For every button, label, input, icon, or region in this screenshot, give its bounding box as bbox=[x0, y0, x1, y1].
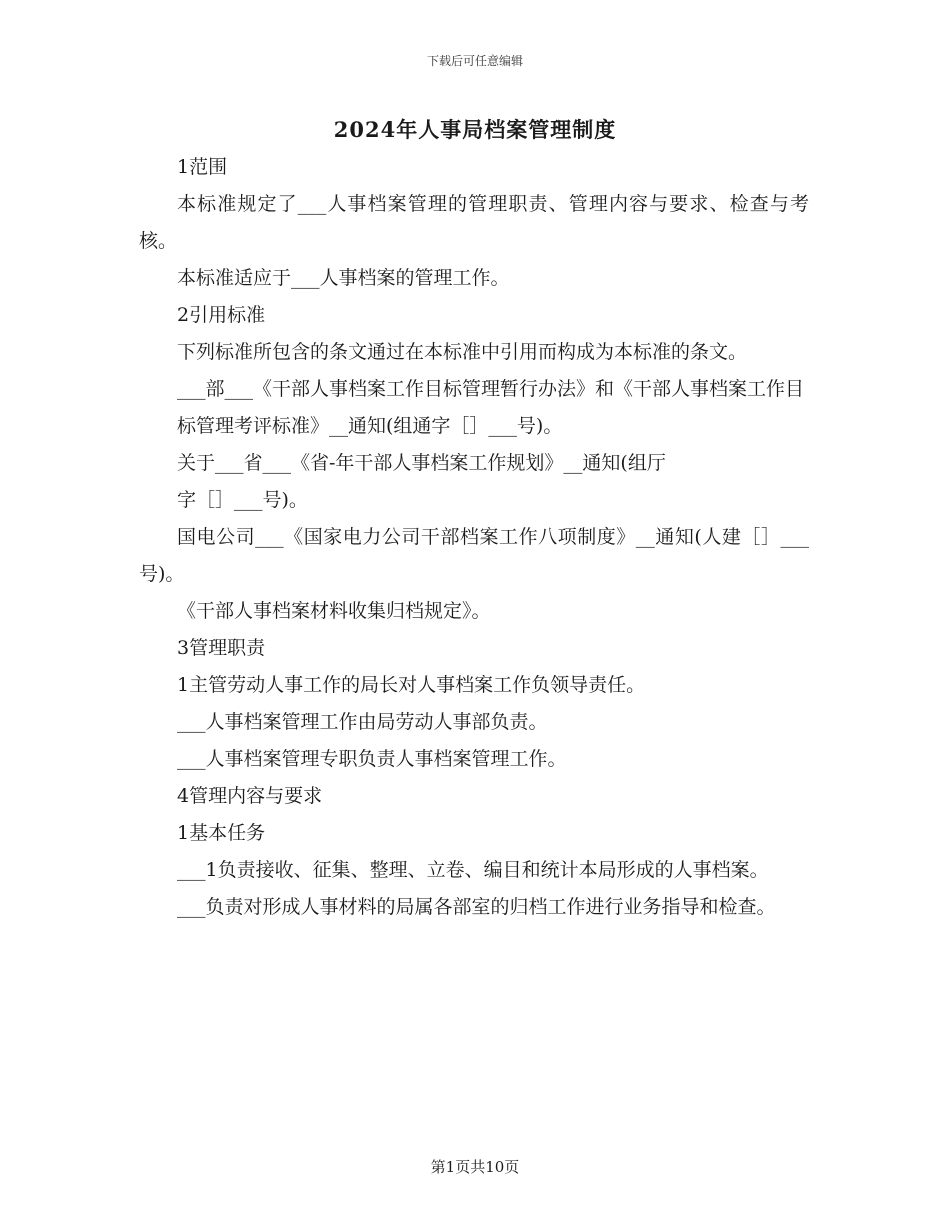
paragraph: 本标准适应于___人事档案的管理工作。 bbox=[177, 267, 510, 289]
paragraph: 字［］___号)。 bbox=[177, 489, 308, 511]
paragraph: 《干部人事档案材料收集归档规定》。 bbox=[177, 600, 491, 622]
page-header-note: 下载后可任意编辑 bbox=[426, 54, 523, 68]
document-body bbox=[139, 149, 809, 926]
paragraph: 1范围 bbox=[177, 156, 228, 178]
paragraph: 2引用标准 bbox=[177, 304, 266, 326]
paragraph: ___人事档案管理工作由局劳动人事部负责。 bbox=[177, 711, 548, 733]
paragraph: ___部___《干部人事档案工作目标管理暂行办法》和《干部人事档案工作目 bbox=[177, 378, 805, 400]
paragraph: 下列标准所包含的条文通过在本标准中引用而构成为本标准的条文。 bbox=[177, 341, 748, 363]
document-title: 2024年人事局档案管理制度 bbox=[333, 117, 617, 142]
paragraph: 国电公司___《国家电力公司干部档案工作八项制度》__通知(人建［］___号)。 bbox=[139, 526, 809, 585]
paragraph: 1基本任务 bbox=[177, 822, 266, 844]
paragraph: 本标准规定了___人事档案管理的管理职责、管理内容与要求、检查与考核。 bbox=[139, 193, 809, 252]
page-number: 第1页共10页 bbox=[430, 1158, 520, 1176]
paragraph: 3管理职责 bbox=[177, 637, 266, 659]
paragraph: ___人事档案管理专职负责人事档案管理工作。 bbox=[177, 748, 567, 770]
paragraph: ___负责对形成人事材料的局属各部室的归档工作进行业务指导和检查。 bbox=[177, 896, 776, 918]
paragraph: ___1负责接收、征集、整理、立卷、编目和统计本局形成的人事档案。 bbox=[177, 859, 769, 881]
paragraph: 4管理内容与要求 bbox=[177, 785, 323, 807]
paragraph: 1主管劳动人事工作的局长对人事档案工作负领导责任。 bbox=[177, 674, 646, 696]
paragraph: 关于___省___《省-年干部人事档案工作规划》__通知(组厅 bbox=[177, 452, 666, 474]
paragraph: 标管理考评标准》__通知(组通字［］___号)。 bbox=[177, 415, 563, 437]
